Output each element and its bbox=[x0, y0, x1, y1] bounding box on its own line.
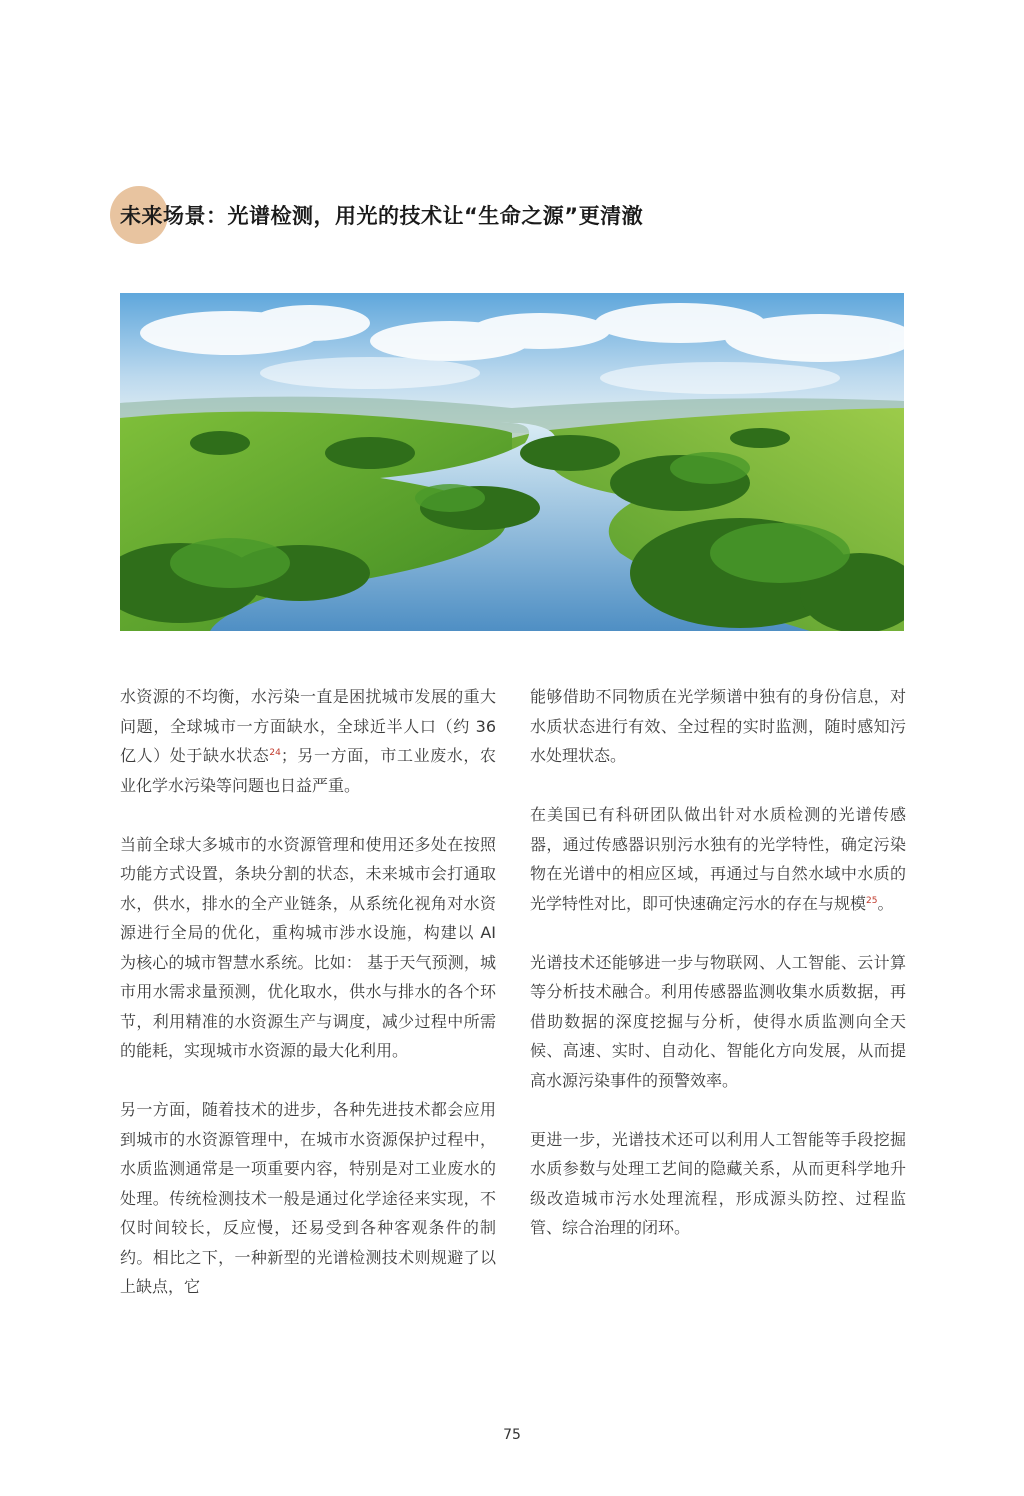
page-number: 75 bbox=[503, 1427, 521, 1443]
paragraph: 当前全球大多城市的水资源管理和使用还多处在按照功能方式设置，条块分割的状态，未来城市会打通取水，供水，排水的全产业链条，从系统化视角对水资源进行全局的优化，重构城市涉水设施，构建以 AI 为核心的城市智慧水系统。比如： 基于天气预测，城市用水需求量预测，优化取水，供水与排水的各个环节，利用精准的水资源生产与调度，减少过程中所需的能耗，实现城市水资源的最大化利用。 bbox=[120, 834, 496, 1060]
paragraph: 更进一步，光谱技术还可以利用人工智能等手段挖掘水质参数与处理工艺间的隐藏关系，从而更科学地升级改造城市污水处理流程，形成源头防控、过程监管、综合治理的闭环。 bbox=[530, 1129, 906, 1237]
footnote-ref[interactable]: 24 bbox=[269, 748, 281, 758]
left-column bbox=[120, 682, 496, 1331]
landscape-photo bbox=[120, 293, 904, 631]
page-title: 未来场景：光谱检测，用光的技术让“生命之源”更清澈 bbox=[120, 204, 644, 228]
paragraph: 水资源的不均衡，水污染一直是困扰城市发展的重大问题，全球城市一方面缺水，全球近半人口（约 36 亿人）处于缺水状态$^{24}$；另一方面，市工业废水，农业化学水污染等问题也日益严重。 bbox=[120, 687, 496, 795]
paragraph: 光谱技术还能够进一步与物联网、人工智能、云计算等分析技术融合。利用传感器监测收集水质数据，再借助数据的深度挖掘与分析，使得水质监测向全天候、高速、实时、自动化、智能化方向发展，从而提高水源污染事件的预警效率。 bbox=[530, 952, 906, 1090]
section-heading bbox=[110, 186, 870, 246]
paragraph: 能够借助不同物质在光学频谱中独有的身份信息，对水质状态进行有效、全过程的实时监测，随时感知污水处理状态。 bbox=[530, 687, 906, 765]
footnote-ref[interactable]: 25 bbox=[866, 895, 878, 906]
right-column bbox=[530, 682, 906, 1272]
paragraph: 在美国已有科研团队做出针对水质检测的光谱传感器，通过传感器识别污水独有的光学特性，确定污染物在光谱中的相应区域，再通过与自然水域中水质的光学特性对比，即可快速确定污水的存在与规模$^{25}$。 bbox=[530, 805, 906, 913]
paragraph: 另一方面，随着技术的进步，各种先进技术都会应用到城市的水资源管理中，在城市水资源保护过程中，水质监测通常是一项重要内容，特别是对工业废水的处理。传统检测技术一般是通过化学途径来实现，不仅时间较长，反应慢，还易受到各种客观条件的制约。相比之下，一种新型的光谱检测技术则规避了以上缺点，它 bbox=[120, 1100, 496, 1296]
